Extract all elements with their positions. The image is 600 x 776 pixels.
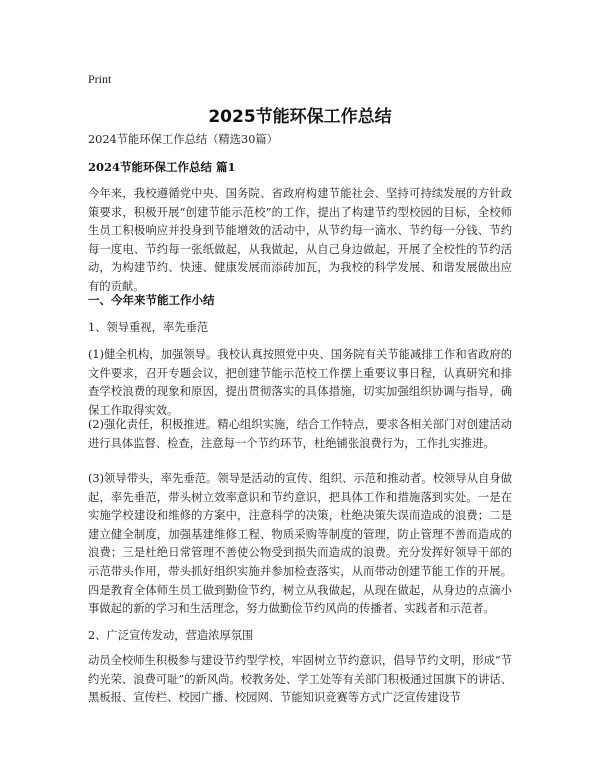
document-title: 2025节能环保工作总结: [208, 107, 392, 127]
document-subtitle: 2024节能环保工作总结（精选30篇）: [88, 133, 278, 146]
intro-paragraph: 今年来，我校遵循党中央、国务院、省政府构建节能社会、坚持可持续发展的方针政策要求，积极开展“创建节能示范校”的工作，提出了构建节约型校园的目标，全校师生员工积极响应并投身到节能增效的活动中，从节约每一滴水、节约每一分钱、节约每一度电、节约每一张纸做起，从我做起，从自己身边做起，开展了全校性的节约活动，为构建节约、快速、健康发展而添砖加瓦，为我校的科学发展、和谐发展做出应有的贡献。: [88, 187, 512, 293]
paragraph-3: (3)领导带头，率先垂范。领导是活动的宣传、组织、示范和推动者。校领导从自身做起，率先垂范，带头树立效率意识和节约意识，把具体工作和措施落到实处。一是在实施学校建设和维修的方案中，注意科学的决策，杜绝决策失误而造成的浪费；二是建立健全制度，加强基建维修工程、物质采购等制度的管理，防止管理不善而造成的浪费；三是杜绝日常管理不善使公物受到损失而造成的浪费。充分发挥好领导干部的示范带头作用，带头抓好组织实施并参加检查落实，从而带动创建节能工作的开展。四是教育全体师生员工做到勤俭节约，树立从我做起，从现在做起，从身边的点滴小事做起的新的学习和生活理念，努力做勤俭节约风尚的传播者、实践者和示范者。: [88, 472, 512, 616]
paragraph-2: (2)强化责任，积极推进。精心组织实施，结合工作特点，要求各相关部门对创建活动进行具体监督、检查，注意每一个节约环节，杜绝铺张浪费行为，工作扎实推进。: [88, 418, 512, 450]
paragraph-1: (1)健全机构，加强领导。我校认真按照党中央、国务院有关节能减排工作和省政府的文件要求，召开专题会议，把创建节能示范校工作摆上重要议事日程，认真研究和排查学校浪费的现象和原因，提出贯彻落实的具体措施，切实加强组织协调与指导，确保工作取得实效。: [88, 348, 512, 417]
article-heading: 2024节能环保工作总结 篇1: [88, 160, 236, 174]
point1-heading: 1、领导重视，率先垂范: [88, 321, 209, 334]
point2-heading: 2、广泛宣传发动，营造浓厚氛围: [88, 629, 254, 642]
section1-heading: 一、今年来节能工作小结: [88, 293, 215, 307]
print-link[interactable]: Print: [88, 72, 112, 86]
paragraph-4: 动员全校师生积极参与建设节约型学校，牢固树立节约意识，倡导节约文明，形成“节约光荣、浪费可耻”的新风尚。校教务处、学工处等有关部门积极通过国旗下的讲话、黑板报、宣传栏、校园广播、校园网、节能知识竞赛等方式广泛宣传建设节: [88, 654, 512, 705]
